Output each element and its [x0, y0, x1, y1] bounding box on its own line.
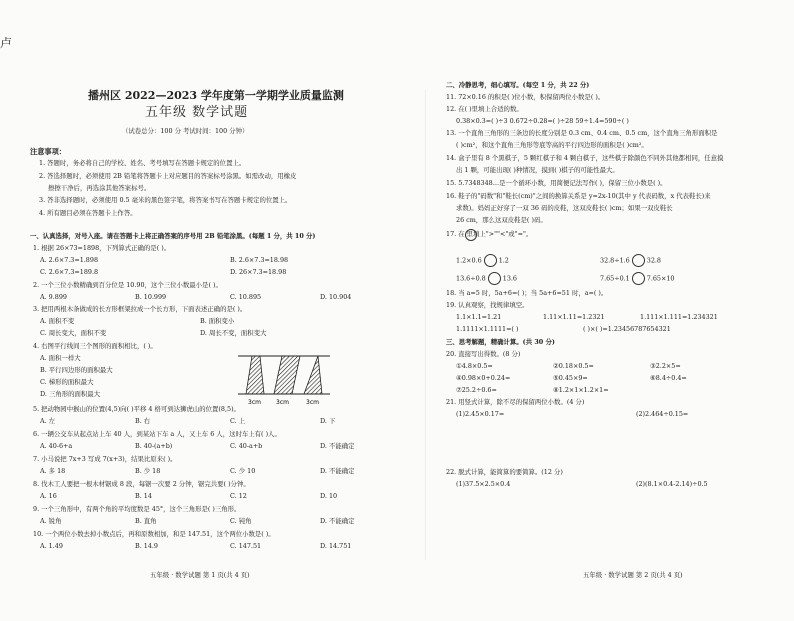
- q8-option-c: C. 12: [230, 492, 247, 500]
- q5-stem: 5. 把动物园中猴山的位置(4,5)向( )平移 4 格可到达狮虎山的位置(8,5)。: [33, 405, 240, 413]
- q22-stem: 22. 脱式计算，能简算的要简算。(12 分): [446, 468, 563, 476]
- section-1-heading: 一、认真选择，对号入座。请在答题卡上将正确答案的序号用 2B 铅笔涂黑。(每题 1 分，共 10 分): [30, 232, 316, 240]
- figure-label-3: 3cm: [306, 399, 319, 406]
- q8-option-d: D. 10: [320, 492, 338, 500]
- q7-stem: 7. 小马说把 7x+3 写成 7(x+3)，结果比原来( )。: [33, 455, 177, 463]
- q5-option-b: B. 右: [135, 417, 151, 425]
- section-2-heading: 二、冷静思考，细心填写。(每空 1 分，共 22 分): [446, 81, 590, 89]
- q20-item-6: ⑥8.4÷0.4=: [650, 374, 687, 382]
- q7-option-b: B. 少 18: [135, 467, 161, 475]
- q2-option-d: D. 10.904: [320, 293, 352, 301]
- page-1-footer: 五年级 · 数学试题 第 1 页(共 4 页): [150, 571, 250, 579]
- answer-circle: [484, 254, 497, 267]
- q10-stem: 10. 一个两位小数去掉小数点后，再和原数相加，和是 147.51，这个两位小数是( )。: [33, 530, 275, 538]
- q16-stem-cont2: 26 cm，那么这双皮鞋是( )码。: [456, 216, 547, 224]
- q7-option-c: C. 少 10: [230, 467, 256, 475]
- q14-stem: 14. 盒子里有 8 个黑棋子，5 颗红棋子和 4 颗白棋子，这些棋子除颜色不同外其他都相同，任意摸: [446, 154, 724, 162]
- page-divider: [425, 90, 426, 560]
- q5-option-d: D. 下: [320, 417, 336, 425]
- q6-stem: 6. 一辆公交车从起点站上车 40 人，到某站下车 a 人，又上车 6 人，这时车上有( )人。: [33, 430, 281, 438]
- q7-option-d: D. 不能确定: [320, 467, 355, 475]
- q6-option-d: D. 不能确定: [320, 442, 355, 450]
- q17-row1-left: [456, 254, 509, 267]
- q20-stem: 20. 直接写出得数。(8 分): [446, 350, 521, 358]
- exam-subtitle: 五年级 数学试题: [145, 105, 249, 120]
- q17-expr: 13.6: [502, 274, 517, 283]
- notes-heading: 注意事项：: [30, 147, 66, 156]
- q9-option-b: B. 直角: [135, 517, 157, 525]
- q2-option-c: C. 10.895: [230, 293, 262, 301]
- q9-stem: 9. 一个三角形中，有两个角的平均度数是 45°，这个三角形是( )三角形。: [33, 505, 241, 513]
- q10-option-c: C. 147.51: [230, 542, 262, 550]
- q8-option-b: B. 14: [135, 492, 152, 500]
- q1-option-a: A. 2.6×7.3=1.898: [40, 256, 99, 264]
- q16-stem-cont: 求数)。妈妈正好穿了一双 36 码的皮鞋，这双皮鞋长( )cm；如果一双皮鞋长: [456, 204, 673, 212]
- q17-row2-left: [456, 272, 517, 285]
- q17-expr: 32.8: [646, 256, 661, 265]
- q16-stem: 16. 鞋子的"码数"和"鞋长(cm)"之间的换算关系是 y=2x-10(其中 y 代表码数，x 代表鞋长)来: [446, 192, 711, 200]
- q15-stem: 15. 5.7348348…是一个循环小数，用简便记法写作( )，保留三位小数是( )。: [446, 179, 667, 187]
- note-3: 3. 答非选择题时，必须使用 0.5 毫米的黑色签字笔，将答案书写在答题卡规定的位置上。: [39, 196, 292, 204]
- q18-stem: 18. 当 a=5 时，5a+6=( )；当 5a+6=51 时，a=( )。: [446, 289, 608, 297]
- q2-stem: 2. 一个三位小数精确到百分位是 10.90，这个三位小数最小是( )。: [33, 281, 222, 289]
- q9-option-d: D. 不能确定: [320, 517, 355, 525]
- q7-option-a: A. 多 18: [40, 467, 66, 475]
- q1-option-b: B. 2.6×7.3=18.98: [230, 256, 289, 264]
- q10-option-a: A. 1.49: [40, 542, 63, 550]
- q1-option-d: D. 26×7.3=18.98: [230, 268, 287, 276]
- q20-item-7: ⑦25.2÷0.6=: [456, 386, 497, 394]
- answer-circle: [488, 272, 501, 285]
- q17-expr: 1.2: [498, 256, 509, 265]
- q4-option-c: C. 梯形的面积最大: [40, 378, 94, 386]
- q19-line-b: 1.11×1.11=1.2321: [543, 313, 605, 321]
- note-2: 2. 答选择题时，必须使用 2B 铅笔将答题卡上对应题目的答案标号涂黑。如需改动，用橡皮: [39, 172, 297, 180]
- q5-option-c: C. 上: [230, 417, 246, 425]
- q20-item-1: ①4.8×0.5=: [456, 362, 493, 370]
- q8-stem: 8. 伐木工人要把一根木材锯成 8 段，每锯一次要 2 分钟，锯完共要( )分钟。: [33, 480, 250, 488]
- q12-items: 0.38×0.3=( )÷3 0.672÷0.28=( )÷28 59÷1.4=590÷( ): [456, 117, 629, 125]
- q4-stem: 4. 右图平行线间三个图形的面积相比，( )。: [33, 342, 157, 350]
- q13-stem-cont: ( )cm²，和这个直角三角形等底等高的平行四边形的面积是( )cm²。: [456, 141, 648, 149]
- q4-option-d: D. 三角形的面积最大: [40, 390, 101, 398]
- q20-item-3: ③2.2×5=: [650, 362, 681, 370]
- figure-label-1: 3cm: [248, 399, 261, 406]
- figure-label-2: 3cm: [276, 399, 289, 406]
- exam-meta: （试卷总分：100 分 考试时间：100 分钟）: [122, 127, 249, 135]
- compare-circle-icon: [465, 229, 477, 241]
- q20-item-5: ⑤0.45×9=: [553, 374, 588, 382]
- q4-option-a: A. 面积一样大: [40, 354, 81, 362]
- q17-expr: 7.65÷0.1: [600, 274, 630, 283]
- q19-line-c: 1.111×1.111=1.234321: [640, 313, 718, 321]
- q10-option-d: D. 14.751: [320, 542, 352, 550]
- q21-item-2: (2)2.464÷0.15=: [636, 410, 689, 418]
- q6-option-c: C. 40-a+b: [230, 442, 263, 450]
- q19-line-a: 1.1×1.1=1.21: [456, 313, 502, 321]
- q3-option-b: B. 面积变小: [200, 317, 235, 325]
- q21-stem: 21. 用竖式计算，除不尽的保留两位小数。(4 分): [446, 398, 585, 406]
- q12-stem: 12. 在( )里填上合适的数。: [446, 105, 523, 113]
- note-2b: 擦擦干净后，再选涂其他答案标号。: [48, 184, 151, 192]
- q20-item-4: ④0.98×0+0.24=: [456, 374, 511, 382]
- q19-line-d: 1.1111×1.1111=( ): [456, 325, 519, 333]
- q17-expr: 13.6÷0.8: [456, 274, 486, 283]
- q5-option-a: A. 左: [40, 417, 56, 425]
- note-1: 1. 答题时，务必将自己的学校、姓名、考号填写在答题卡规定的位置上。: [39, 159, 246, 167]
- answer-circle: [632, 272, 645, 285]
- section-3-heading: 三、思考解题，精确计算。(共 30 分): [446, 338, 555, 346]
- q2-option-b: B. 10.999: [135, 293, 167, 301]
- trapezoid-shape: [246, 356, 264, 394]
- q8-option-a: A. 16: [40, 492, 57, 500]
- q17-stem: 17. 在 里填上">""<"或"="。: [446, 230, 533, 238]
- q22-item-1: (1)37.5×2.5×0.4: [456, 480, 511, 488]
- note-4: 4. 所有题目必须在答题卡上作答。: [39, 209, 137, 217]
- q3-stem: 3. 把用两根木条做成的长方形框架拉成一个长方形，下面表述正确的是( )。: [33, 305, 247, 313]
- q13-stem: 13. 一个直角三角形的三条边的长度分别是 0.3 cm、0.4 cm、0.5 cm，这个直角三角形面积是: [446, 129, 718, 137]
- q3-option-a: A. 面积不变: [40, 317, 75, 325]
- q3-option-c: C. 周长变大，面积不变: [40, 329, 107, 337]
- q17-expr: 7.65×10: [646, 274, 675, 283]
- q22-item-2: (2)(8.1×0.4-2.14)÷0.5: [636, 480, 708, 488]
- q11-stem: 11. 72×0.16 的积是( )位小数，积保留两位小数是( )。: [446, 93, 605, 101]
- q6-option-a: A. 40-6+a: [40, 442, 73, 450]
- q19-stem: 19. 认真观察，找规律填空。: [446, 301, 529, 309]
- q20-item-2: ②0.18×0.5=: [553, 362, 594, 370]
- q9-option-a: A. 锐角: [40, 517, 62, 525]
- q9-option-c: C. 钝角: [230, 517, 252, 525]
- q17-expr: 32.8÷1.6: [600, 256, 630, 265]
- q10-option-b: B. 14.9: [135, 542, 158, 550]
- q20-item-8: ⑧1.2×1×1.2×1=: [553, 386, 609, 394]
- q19-line-e: ( )×( )=1.23456787654321: [583, 325, 671, 333]
- q17-row1-right: [600, 254, 661, 267]
- answer-circle: [632, 254, 645, 267]
- parallel-lines-figure: [238, 352, 330, 410]
- q17-row2-right: [600, 272, 674, 285]
- exam-title: 播州区 2022—2023 学年度第一学期学业质量监测: [88, 89, 344, 102]
- q4-option-b: B. 平行四边形的面积最大: [40, 366, 113, 374]
- q1-stem: 1. 根据 26×73=1898，下列算式正确的是( )。: [33, 244, 171, 252]
- q6-option-b: B. 40-(a+b): [135, 442, 173, 450]
- q2-option-a: A. 9.899: [40, 293, 67, 301]
- q21-item-1: (1)2.45×0.17=: [456, 410, 505, 418]
- page-2-footer: 五年级 · 数学试题 第 2 页(共 4 页): [583, 571, 683, 579]
- q17-expr: 1.2×0.6: [456, 256, 482, 265]
- margin-mark: 卢: [0, 36, 13, 50]
- triangle-shape: [304, 356, 322, 394]
- parallelogram-shape: [274, 356, 300, 394]
- q14-stem-cont: 出 1 颗，可能出现( )种情况，摸到( )棋子的可能性最大。: [456, 166, 619, 174]
- q3-option-d: D. 周长不变，面积变大: [200, 329, 267, 337]
- q1-option-c: C. 2.6×7.3=189.8: [40, 268, 99, 276]
